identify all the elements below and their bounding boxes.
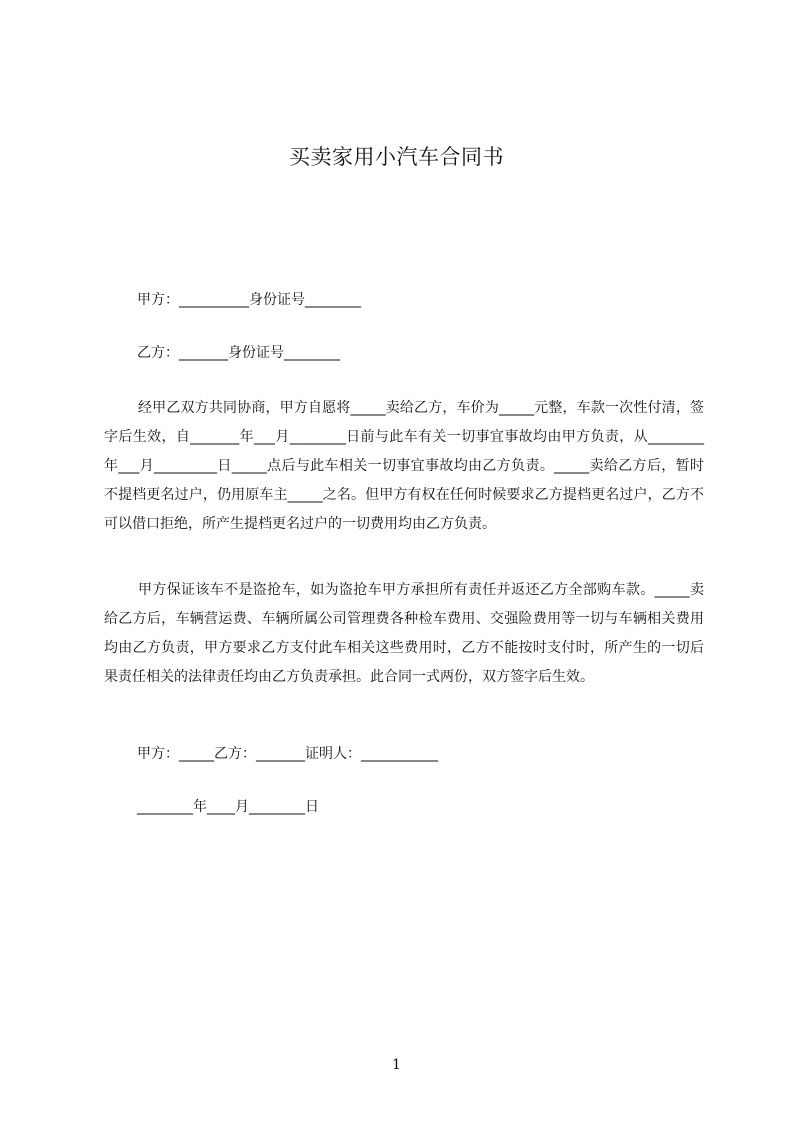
document-title: 买卖家用小汽车合同书 <box>289 145 504 169</box>
date-line: ________年____月________日 <box>137 799 319 815</box>
contract-paragraph-2: 甲方保证该车不是盗抢车，如为盗抢车甲方承担所有责任并返还乙方全部购车款。_____卖给乙方后，车辆营运费、车辆所属公司管理费各种检车费用、交强险费用等一切与车辆相关费用均由乙方负责，甲方要求乙方支付此车相关这些费用时，乙方不能按时支付时，所产生的一切后果责任相关的法律责任均由乙方负责承担。此合同一式两份，双方签字后生效。 <box>104 582 704 685</box>
party-a-line: 甲方：__________身份证号________ <box>137 292 361 308</box>
party-b-line: 乙方：_______身份证号________ <box>137 345 340 361</box>
signature-line: 甲方：_____乙方：_______证明人：___________ <box>137 746 438 762</box>
page-number: 1 <box>392 1057 401 1073</box>
contract-paragraph-1: 经甲乙双方共同协商，甲方自愿将_____卖给乙方，车价为_____元整，车款一次性付清，签字后生效，自_______年___月________日前与此车有关一切事宜事故均由甲方负责，从________年___月_________日_____点后与此车相关一切事宜事故均由乙方负责。_____卖给乙方后，暂时不提档更名过户，仍用原车主_____之名。但甲方有权在任何时候要求乙方提档更名过户，乙方不可以借口拒绝，所产生提档更名过户的一切费用均由乙方负责。 <box>104 400 704 532</box>
